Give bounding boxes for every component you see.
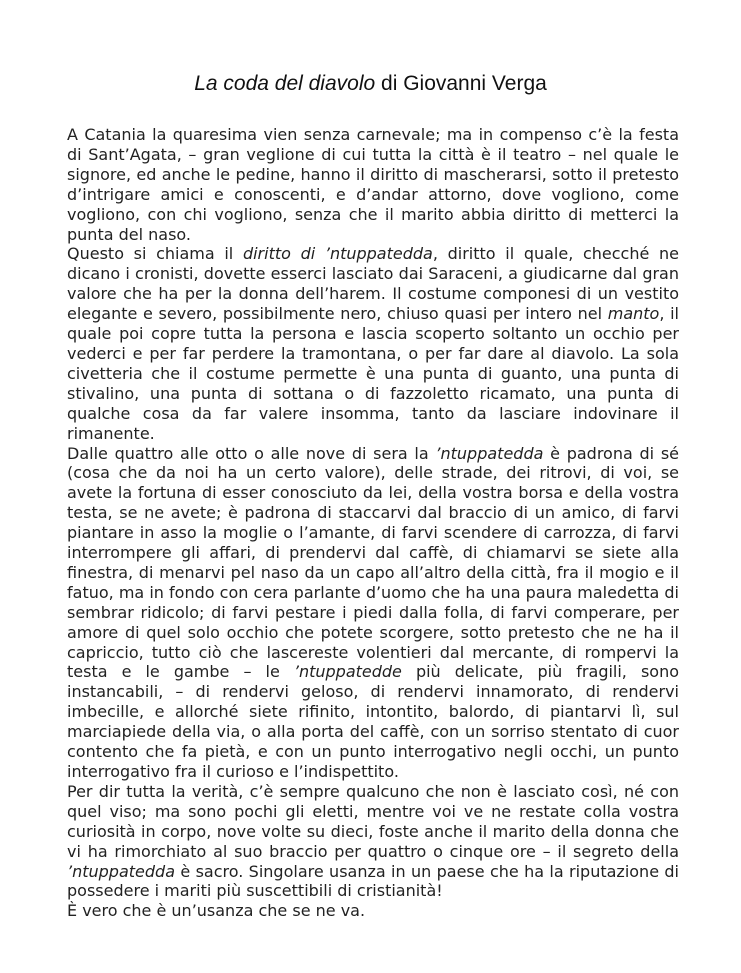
text-run: più delicate, più fragili, sono instancabili, – di rendervi geloso, di rendervi innamorato, di rendervi imbecille, e allorché siete rifinito, intontito, balordo, di piantarvi lì, sul marciapiede della via, o alla porta del caffè, con un sorriso stentato di cuor contento che fa pietà, e con un punto interrogativo negli occhi, un punto interrogativo fra il curioso e l’indispettito. bbox=[67, 662, 680, 781]
italic-text: ’ntuppatedda bbox=[435, 443, 544, 463]
italic-text: ’ntuppatedde bbox=[293, 662, 402, 682]
text-run: è sacro. Singolare usanza in un paese che ha la riputazione di possedere i mariti più suscettibili di cristianità! bbox=[67, 861, 679, 901]
paragraph bbox=[67, 244, 679, 443]
italic-text: diritto di ’ntuppatedda bbox=[242, 244, 433, 264]
paragraph bbox=[67, 782, 679, 901]
text-run: , il quale poi copre tutta la persona e lascia scoperto soltanto un occhio per vederci e per far perdere la tramontana, o per far dare al diavolo. La sola civetteria che il costume permette è una punta di guanto, una punta di stivalino, una punta di sottana o di fazzoletto ricamato, una punta di qualche cosa da far valere insomma, tanto da lasciare indovinare il rimanente. bbox=[67, 304, 680, 443]
paragraph bbox=[67, 444, 679, 782]
title-italic: La coda del diavolo bbox=[194, 72, 376, 95]
paragraph bbox=[67, 125, 679, 244]
document-title bbox=[0, 72, 741, 96]
text-run: , diritto il quale, checché ne dicano i cronisti, dovette esserci lasciato dai Saraceni, a giudicarne dal gran valore che ha per la donna dell’harem. Il costume componesi di un vestito elegante e severo, possibilmente nero, chiuso quasi per intero nel bbox=[67, 244, 680, 324]
text-run: Dalle quattro alle otto o alle nove di sera la bbox=[67, 443, 436, 463]
document-body bbox=[67, 125, 679, 921]
text-run: Per dir tutta la verità, c’è sempre qualcuno che non è lasciato così, né con quel viso; ma sono pochi gli eletti, mentre voi ve ne restate colla vostra curiosità in corpo, nove volte su dieci, foste anche il marito della donna che vi ha rimorchiato al suo braccio per quattro o cinque ore – il segreto della bbox=[67, 781, 679, 861]
italic-text: ’ntuppatedda bbox=[67, 861, 175, 881]
paragraph bbox=[67, 901, 679, 921]
italic-text: manto bbox=[607, 304, 660, 324]
text-run: È vero che è un’usanza che se ne va. bbox=[67, 901, 366, 921]
title-rest: di Giovanni Verga bbox=[375, 72, 547, 95]
text-run: Questo si chiama il bbox=[67, 244, 243, 264]
text-run: A Catania la quaresima vien senza carnevale; ma in compenso c’è la festa di Sant’Agata, – gran veglione di cui tutta la città è il teatro – nel quale le signore, ed anche le pedine, hanno il diritto di mascherarsi, sotto il pretesto d’intrigare amici e conoscenti, e d’andar attorno, dove vogliono, come vogliono, con chi vogliono, senza che il marito abbia diritto di metterci la punta del naso. bbox=[67, 125, 679, 244]
text-run: è padrona di sé (cosa che da noi ha un certo valore), delle strade, dei ritrovi, di voi, se avete la fortuna di esser conosciuto da lei, della vostra borsa e della vostra testa, se ne avete; è padrona di staccarvi dal braccio di un amico, di farvi piantare in asso la moglie o l’amante, di farvi scendere di carrozza, di farvi interrompere gli affari, di prendervi dal caffè, di chiamarvi se siete alla finestra, di menarvi pel naso da un capo all’altro della città, fra il mogio e il fatuo, ma in fondo con cera parlante d’uomo che ha una paura maledetta di sembrar ridicolo; di farvi pestare i piedi dalla folla, di farvi comperare, per amore di quel solo occhio che potete scorgere, sotto pretesto che ne ha il capriccio, tutto ciò che lascereste volentieri dal mercante, di rompervi la testa e le gambe – le bbox=[67, 443, 680, 682]
